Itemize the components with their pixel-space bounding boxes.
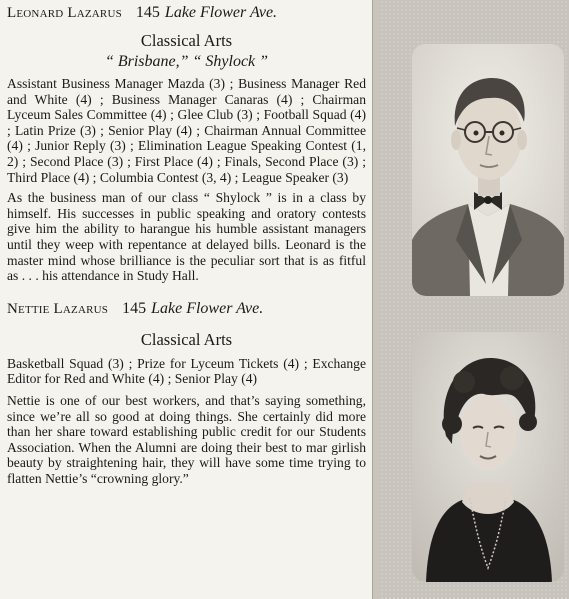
column-divider: [372, 0, 380, 599]
nickname: “ Brisbane,” “ Shylock ”: [104, 53, 269, 70]
student-name: Nettie Lazarus: [7, 300, 109, 317]
student-entry-nettie: [7, 300, 366, 487]
portrait-woman-image: [412, 332, 564, 582]
photo-column: [380, 0, 569, 599]
student-address: [122, 300, 263, 318]
course-title: Classical Arts: [140, 31, 233, 50]
name-address-line: [7, 4, 366, 22]
name-address-line: [7, 300, 366, 318]
address-street: Lake Flower Ave.: [151, 299, 264, 317]
student-description: Nettie is one of our best workers, and that’s saying something, since we’re all so good at doing things. She certainly did more than her share toward establishing public credit for our Students Association. When the Alumni are doing their best to mar girlish beauty by straightening hair, they will have some time trying to flatten Nettie’s “crowning glory.”: [7, 392, 366, 486]
address-street: Lake Flower Ave.: [164, 4, 278, 21]
address-number: 145: [135, 4, 160, 21]
activities-list: Basketball Squad (3) ; Prize for Lyceum Tickets (4) ; Exchange Editor for Red and White (4) ; Senior Play (4): [7, 355, 366, 387]
student-address: [136, 4, 277, 22]
portrait-man-image: [412, 44, 564, 296]
portrait-photo-leonard: [412, 44, 564, 296]
course-title: Classical Arts: [140, 329, 233, 349]
student-name: Leonard Lazarus: [7, 5, 122, 21]
address-number: 145: [122, 299, 147, 317]
portrait-photo-nettie: [412, 332, 564, 582]
activities-list: Assistant Business Manager Mazda (3) ; Business Manager Red and White (4) ; Business Manager Canaras (4) ; Chairman Lyceum Sales Committee (4) ; Glee Club (3) ; Football Squad (4) ; Latin Prize (3) ; Senior Play (4) ; Chairman Annual Committee (4) ; Junior Reply (3) ; Elimination League Speaking Contest (1, 2) ; Second Place (3) ; First Place (4) ; Finals, Second Place (3) ; Third Place (4) ; Columbia Contest (3, 4) ; League Speaker (3): [7, 76, 366, 185]
student-entry-leonard: [7, 4, 366, 284]
student-description: As the business man of our class “ Shylock ” is in a class by himself. His successes in public speaking and oratory contests give him the ability to harangue his humble assistant managers until they weep with repentance at delayed bills. Leonard is the master mind whose brilliance is the peculiar sort that is as fitful as . . . his attendance in Study Hall.: [7, 190, 366, 284]
